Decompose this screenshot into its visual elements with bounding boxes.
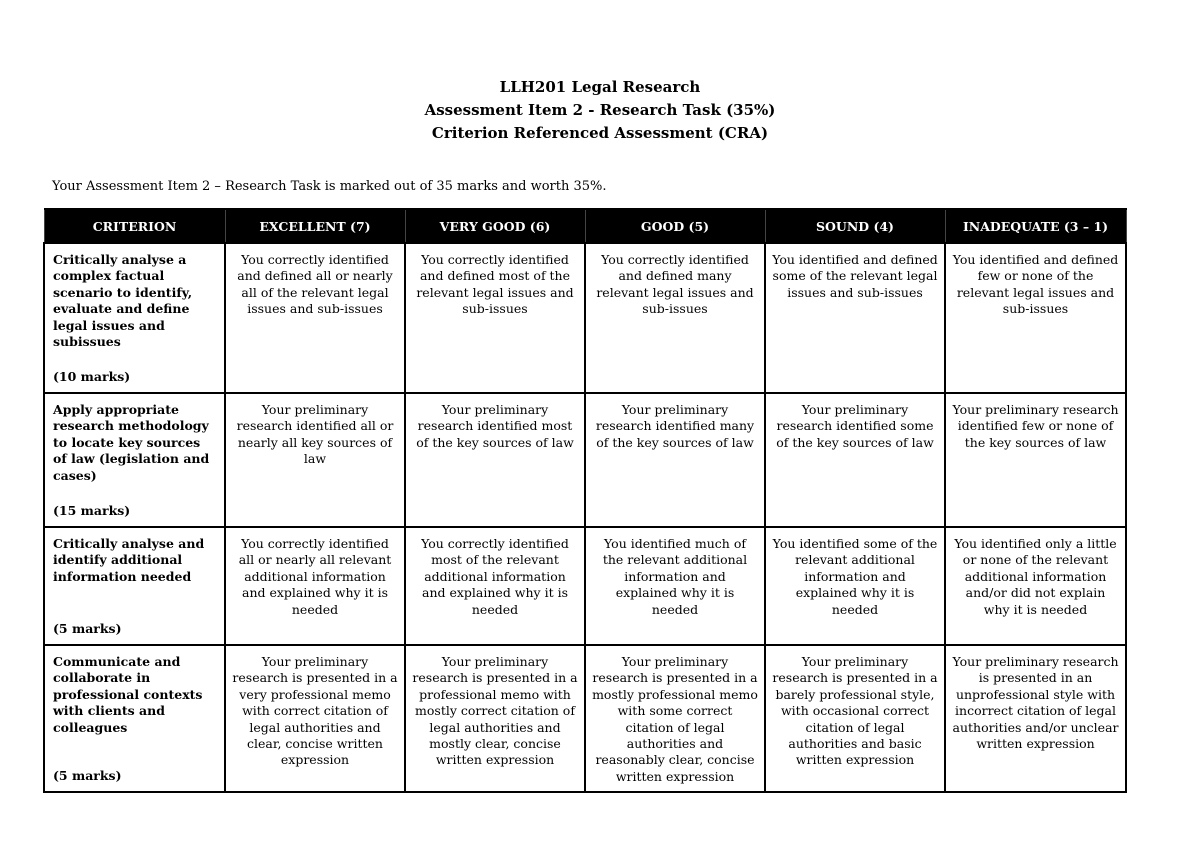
intro-text: Your Assessment Item 2 – Research Task is marked out of 35 marks and worth 35%. (52, 179, 607, 194)
header-very-good: VERY GOOD (6) (405, 209, 585, 243)
descriptor-cell: You correctly identified most of the relevant additional information and explained why it is needed (405, 527, 585, 645)
criterion-text: Critically analyse and identify additional information needed (53, 536, 205, 584)
descriptor-cell: Your preliminary research identified many of the key sources of law (585, 393, 765, 527)
header-criterion: CRITERION (44, 209, 225, 243)
criterion-cell (44, 645, 225, 792)
descriptor-cell: Your preliminary research identified most of the key sources of law (405, 393, 585, 527)
table-row (44, 645, 1126, 792)
descriptor-cell: You correctly identified and defined many relevant legal issues and sub-issues (585, 243, 765, 393)
rubric-table (43, 208, 1127, 793)
criterion-marks: (10 marks) (53, 368, 131, 384)
table-row (44, 527, 1126, 645)
criterion-text: Communicate and collaborate in professional contexts with clients and colleagues (53, 654, 203, 735)
header-sound: SOUND (4) (765, 209, 945, 243)
course-title: LLH201 Legal Research (499, 78, 701, 96)
criterion-marks: (15 marks) (53, 502, 131, 518)
criterion-cell (44, 527, 225, 645)
header-inadequate: INADEQUATE (3 – 1) (945, 209, 1126, 243)
descriptor-cell: Your preliminary research is presented in an unprofessional style with incorrect citation of legal authorities and/or unclear written expression (945, 645, 1126, 792)
descriptor-cell: You correctly identified and defined most of the relevant legal issues and sub-issues (405, 243, 585, 393)
descriptor-cell: Your preliminary research identified few or none of the key sources of law (945, 393, 1126, 527)
header-good: GOOD (5) (585, 209, 765, 243)
descriptor-cell: You correctly identified all or nearly all relevant additional information and explained why it is needed (225, 527, 405, 645)
criterion-text: Apply appropriate research methodology to locate key sources of law (legislation and cases) (53, 402, 210, 483)
criterion-marks: (5 marks) (53, 620, 122, 636)
descriptor-cell: You identified and defined few or none of the relevant legal issues and sub-issues (945, 243, 1126, 393)
descriptor-cell: Your preliminary research identified all or nearly all key sources of law (225, 393, 405, 527)
criterion-marks: (5 marks) (53, 767, 122, 783)
descriptor-cell: Your preliminary research is presented in a barely professional style, with occasional correct citation of legal authorities and basic written expression (765, 645, 945, 792)
descriptor-cell: You correctly identified and defined all or nearly all of the relevant legal issues and sub-issues (225, 243, 405, 393)
title-block (0, 76, 1200, 145)
descriptor-cell: You identified and defined some of the relevant legal issues and sub-issues (765, 243, 945, 393)
descriptor-cell: Your preliminary research is presented in a mostly professional memo with some correct citation of legal authorities and reasonably clear, concise written expression (585, 645, 765, 792)
criterion-cell (44, 393, 225, 527)
descriptor-cell: Your preliminary research is presented in a professional memo with mostly correct citation of legal authorities and mostly clear, concise written expression (405, 645, 585, 792)
assessment-title: Assessment Item 2 - Research Task (35%) (424, 101, 776, 119)
criterion-text: Critically analyse a complex factual scenario to identify, evaluate and define legal issues and subissues (53, 252, 193, 350)
header-row (44, 209, 1126, 243)
table-row (44, 393, 1126, 527)
descriptor-cell: Your preliminary research is presented in a very professional memo with correct citation of legal authorities and clear, concise written expression (225, 645, 405, 792)
header-excellent: EXCELLENT (7) (225, 209, 405, 243)
cra-title: Criterion Referenced Assessment (CRA) (431, 124, 769, 142)
criterion-cell (44, 243, 225, 393)
descriptor-cell: You identified some of the relevant additional information and explained why it is needed (765, 527, 945, 645)
descriptor-cell: Your preliminary research identified some of the key sources of law (765, 393, 945, 527)
descriptor-cell: You identified only a little or none of the relevant additional information and/or did not explain why it is needed (945, 527, 1126, 645)
descriptor-cell: You identified much of the relevant additional information and explained why it is needed (585, 527, 765, 645)
table-row (44, 243, 1126, 393)
